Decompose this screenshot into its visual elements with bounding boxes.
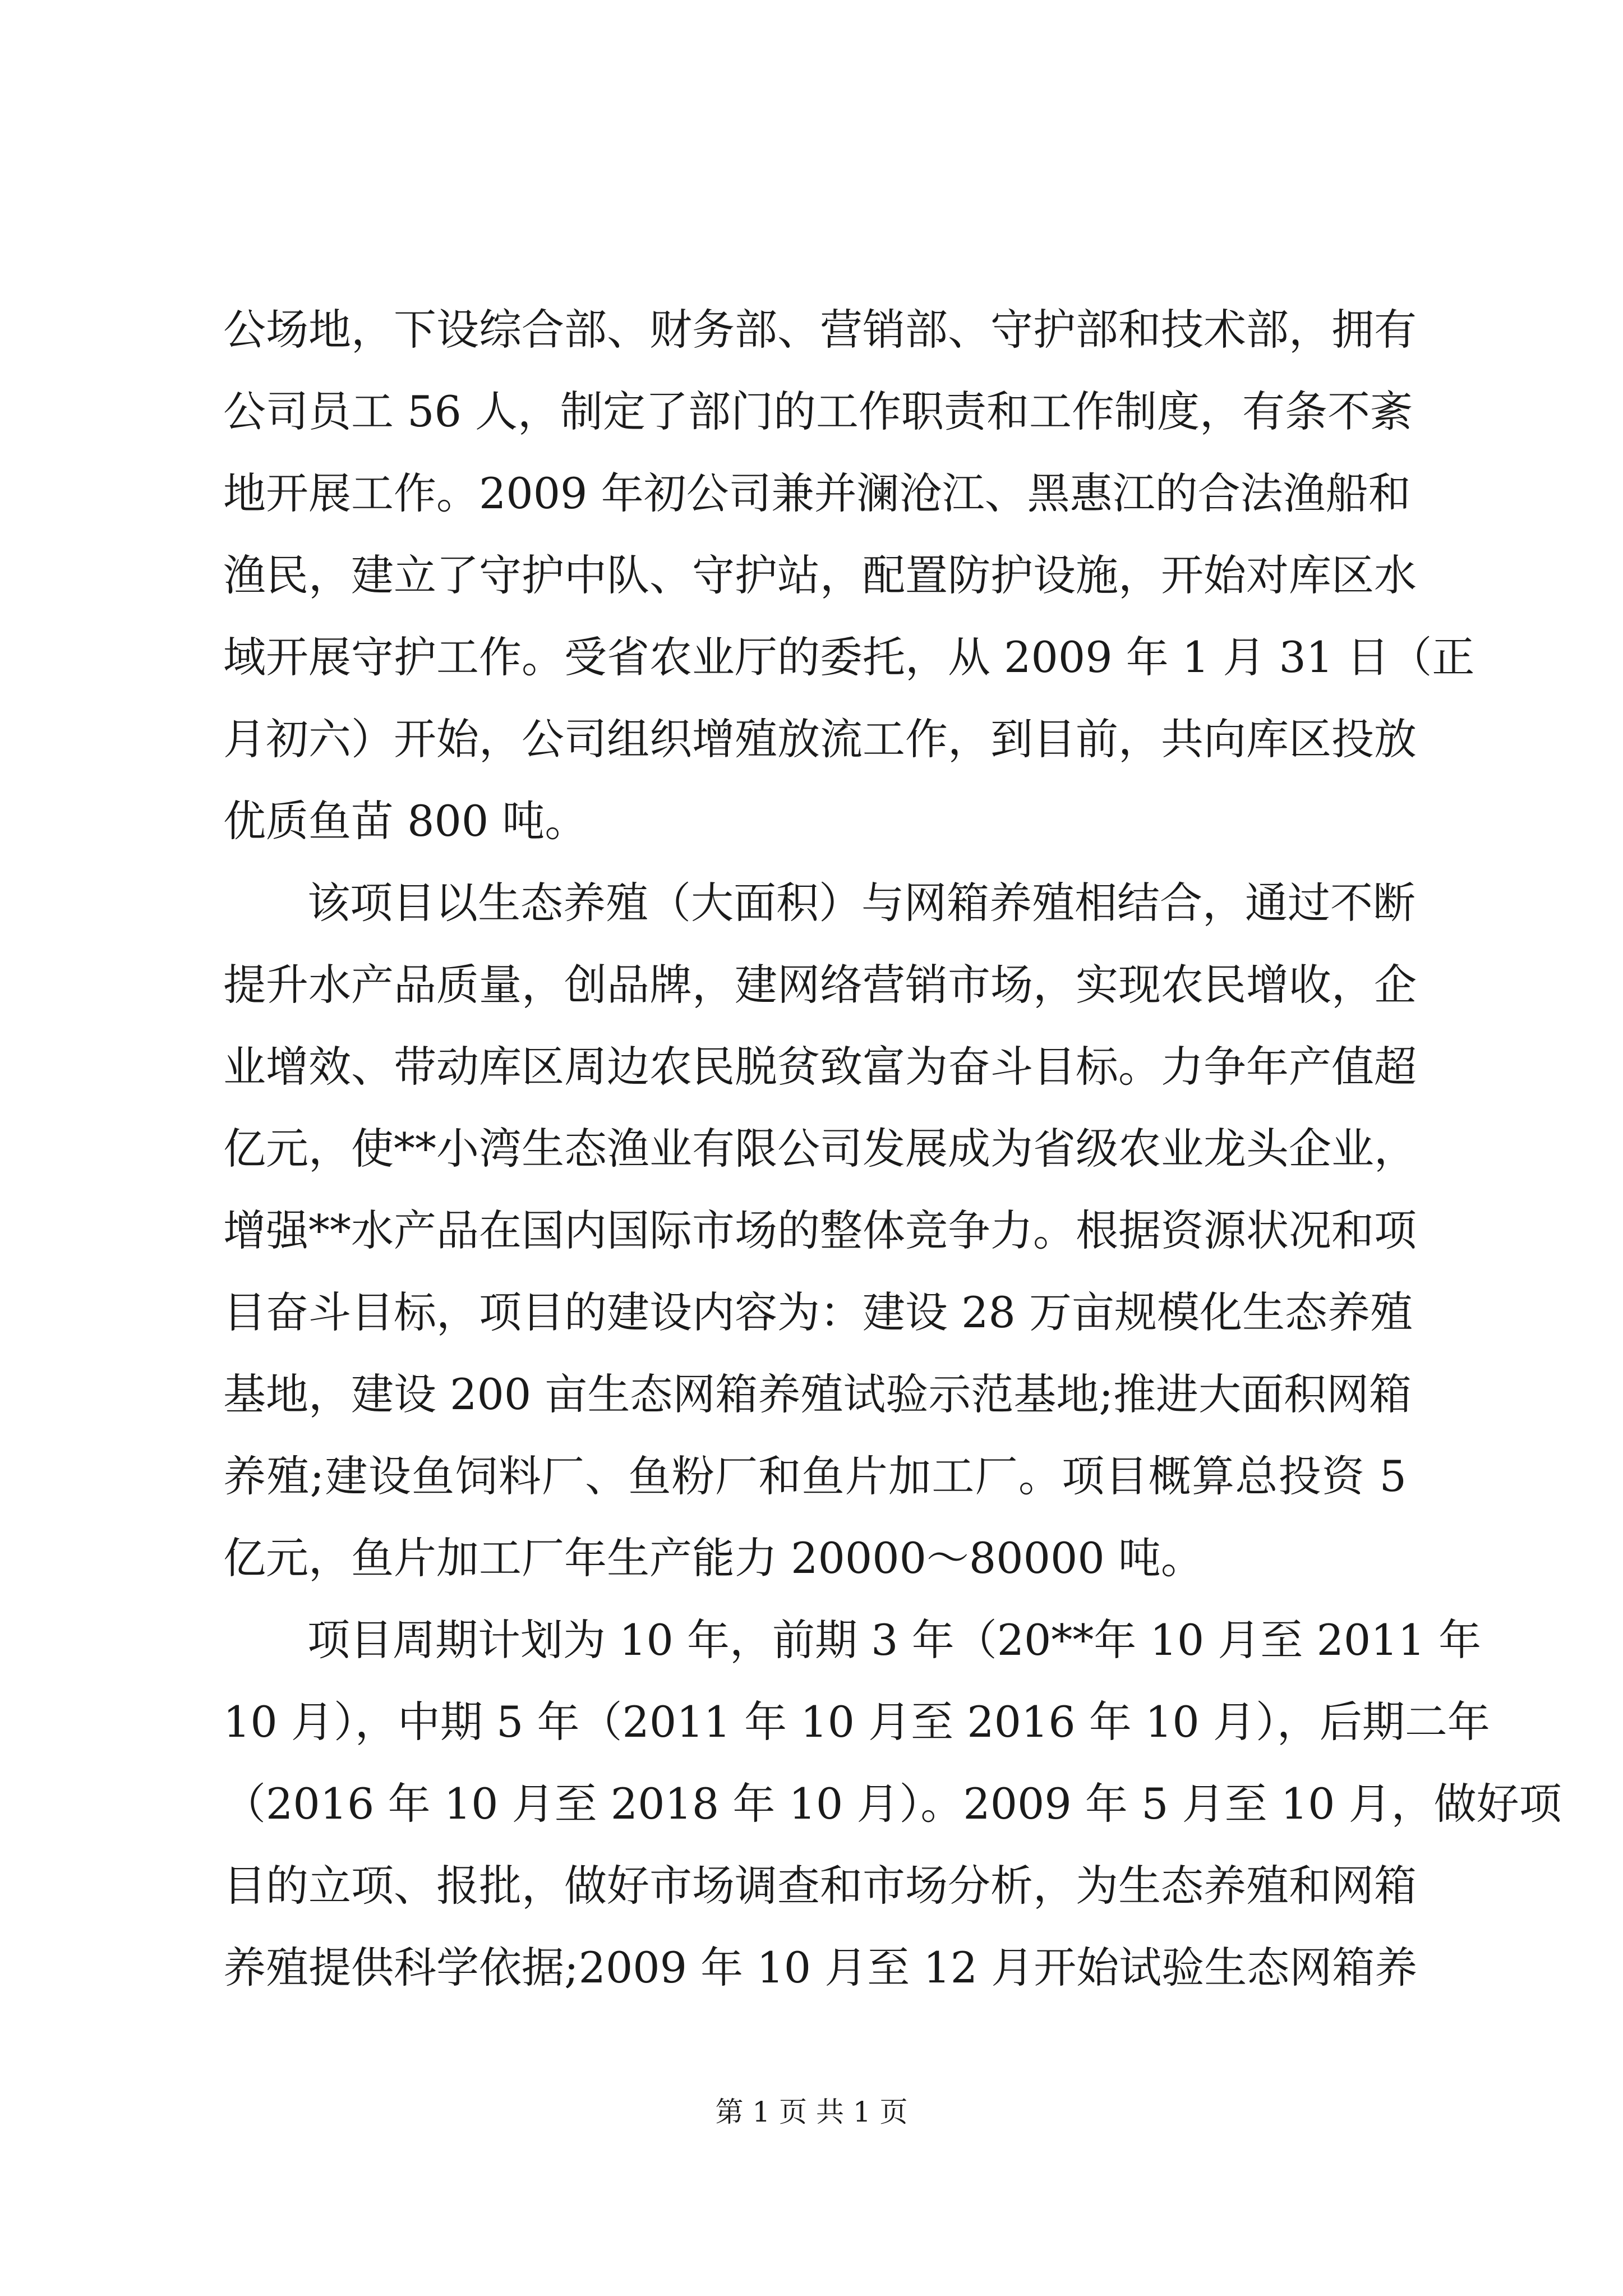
text-line: 目的立项、报批，做好市场调查和市场分析，为生态养殖和网箱 xyxy=(223,1861,1417,1911)
text-line: 月初六）开始，公司组织增殖放流工作，到目前，共向库区投放 xyxy=(223,714,1417,764)
text-line: 增强**水产品在国内国际市场的整体竞争力。根据资源状况和项 xyxy=(223,1205,1417,1255)
paragraph-first-line: 该项目以生态养殖（大面积）与网箱养殖相结合，通过不断 xyxy=(307,878,1415,928)
text-line: 10 月），中期 5 年（2011 年 10 月至 2016 年 10 月），后期二年 xyxy=(223,1697,1490,1747)
text-line: 业增效、带动库区周边农民脱贫致富为奋斗目标。力争年产值超 xyxy=(223,1042,1417,1092)
text-line: 域开展守护工作。受省农业厅的委托，从 2009 年 1 月 31 日（正 xyxy=(223,632,1475,682)
text-line: 公司员工 56 人，制定了部门的工作职责和工作制度，有条不紊 xyxy=(223,386,1413,436)
text-line: 优质鱼苗 800 吨。 xyxy=(223,796,588,846)
text-line: 渔民，建立了守护中队、守护站，配置防护设施，开始对库区水 xyxy=(223,550,1417,600)
text-line: （2016 年 10 月至 2018 年 10 月）。2009 年 5 月至 10 月，做好项 xyxy=(223,1779,1562,1829)
text-line: 地开展工作。2009 年初公司兼并澜沧江、黑惠江的合法渔船和 xyxy=(223,468,1411,518)
text-line: 养殖提供科学依据;2009 年 10 月至 12 月开始试验生态网箱养 xyxy=(223,1943,1418,1993)
text-line: 养殖;建设鱼饲料厂、鱼粉厂和鱼片加工厂。项目概算总投资 5 xyxy=(223,1451,1407,1501)
text-line: 公场地，下设综合部、财务部、营销部、守护部和技术部，拥有 xyxy=(223,305,1417,355)
page-footer: 第 1 页 共 1 页 xyxy=(715,2096,908,2128)
text-line: 提升水产品质量，创品牌，建网络营销市场，实现农民增收，企 xyxy=(223,960,1417,1010)
text-line: 亿元，鱼片加工厂年生产能力 20000～80000 吨。 xyxy=(223,1533,1204,1583)
text-line: 目奋斗目标，项目的建设内容为：建设 28 万亩规模化生态养殖 xyxy=(223,1287,1413,1337)
text-line: 亿元，使**小湾生态渔业有限公司发展成为省级农业龙头企业， xyxy=(223,1124,1417,1174)
paragraph-first-line: 项目周期计划为 10 年，前期 3 年（20**年 10 月至 2011 年 xyxy=(307,1615,1482,1665)
text-line: 基地，建设 200 亩生态网箱养殖试验示范基地;推进大面积网箱 xyxy=(223,1369,1412,1419)
